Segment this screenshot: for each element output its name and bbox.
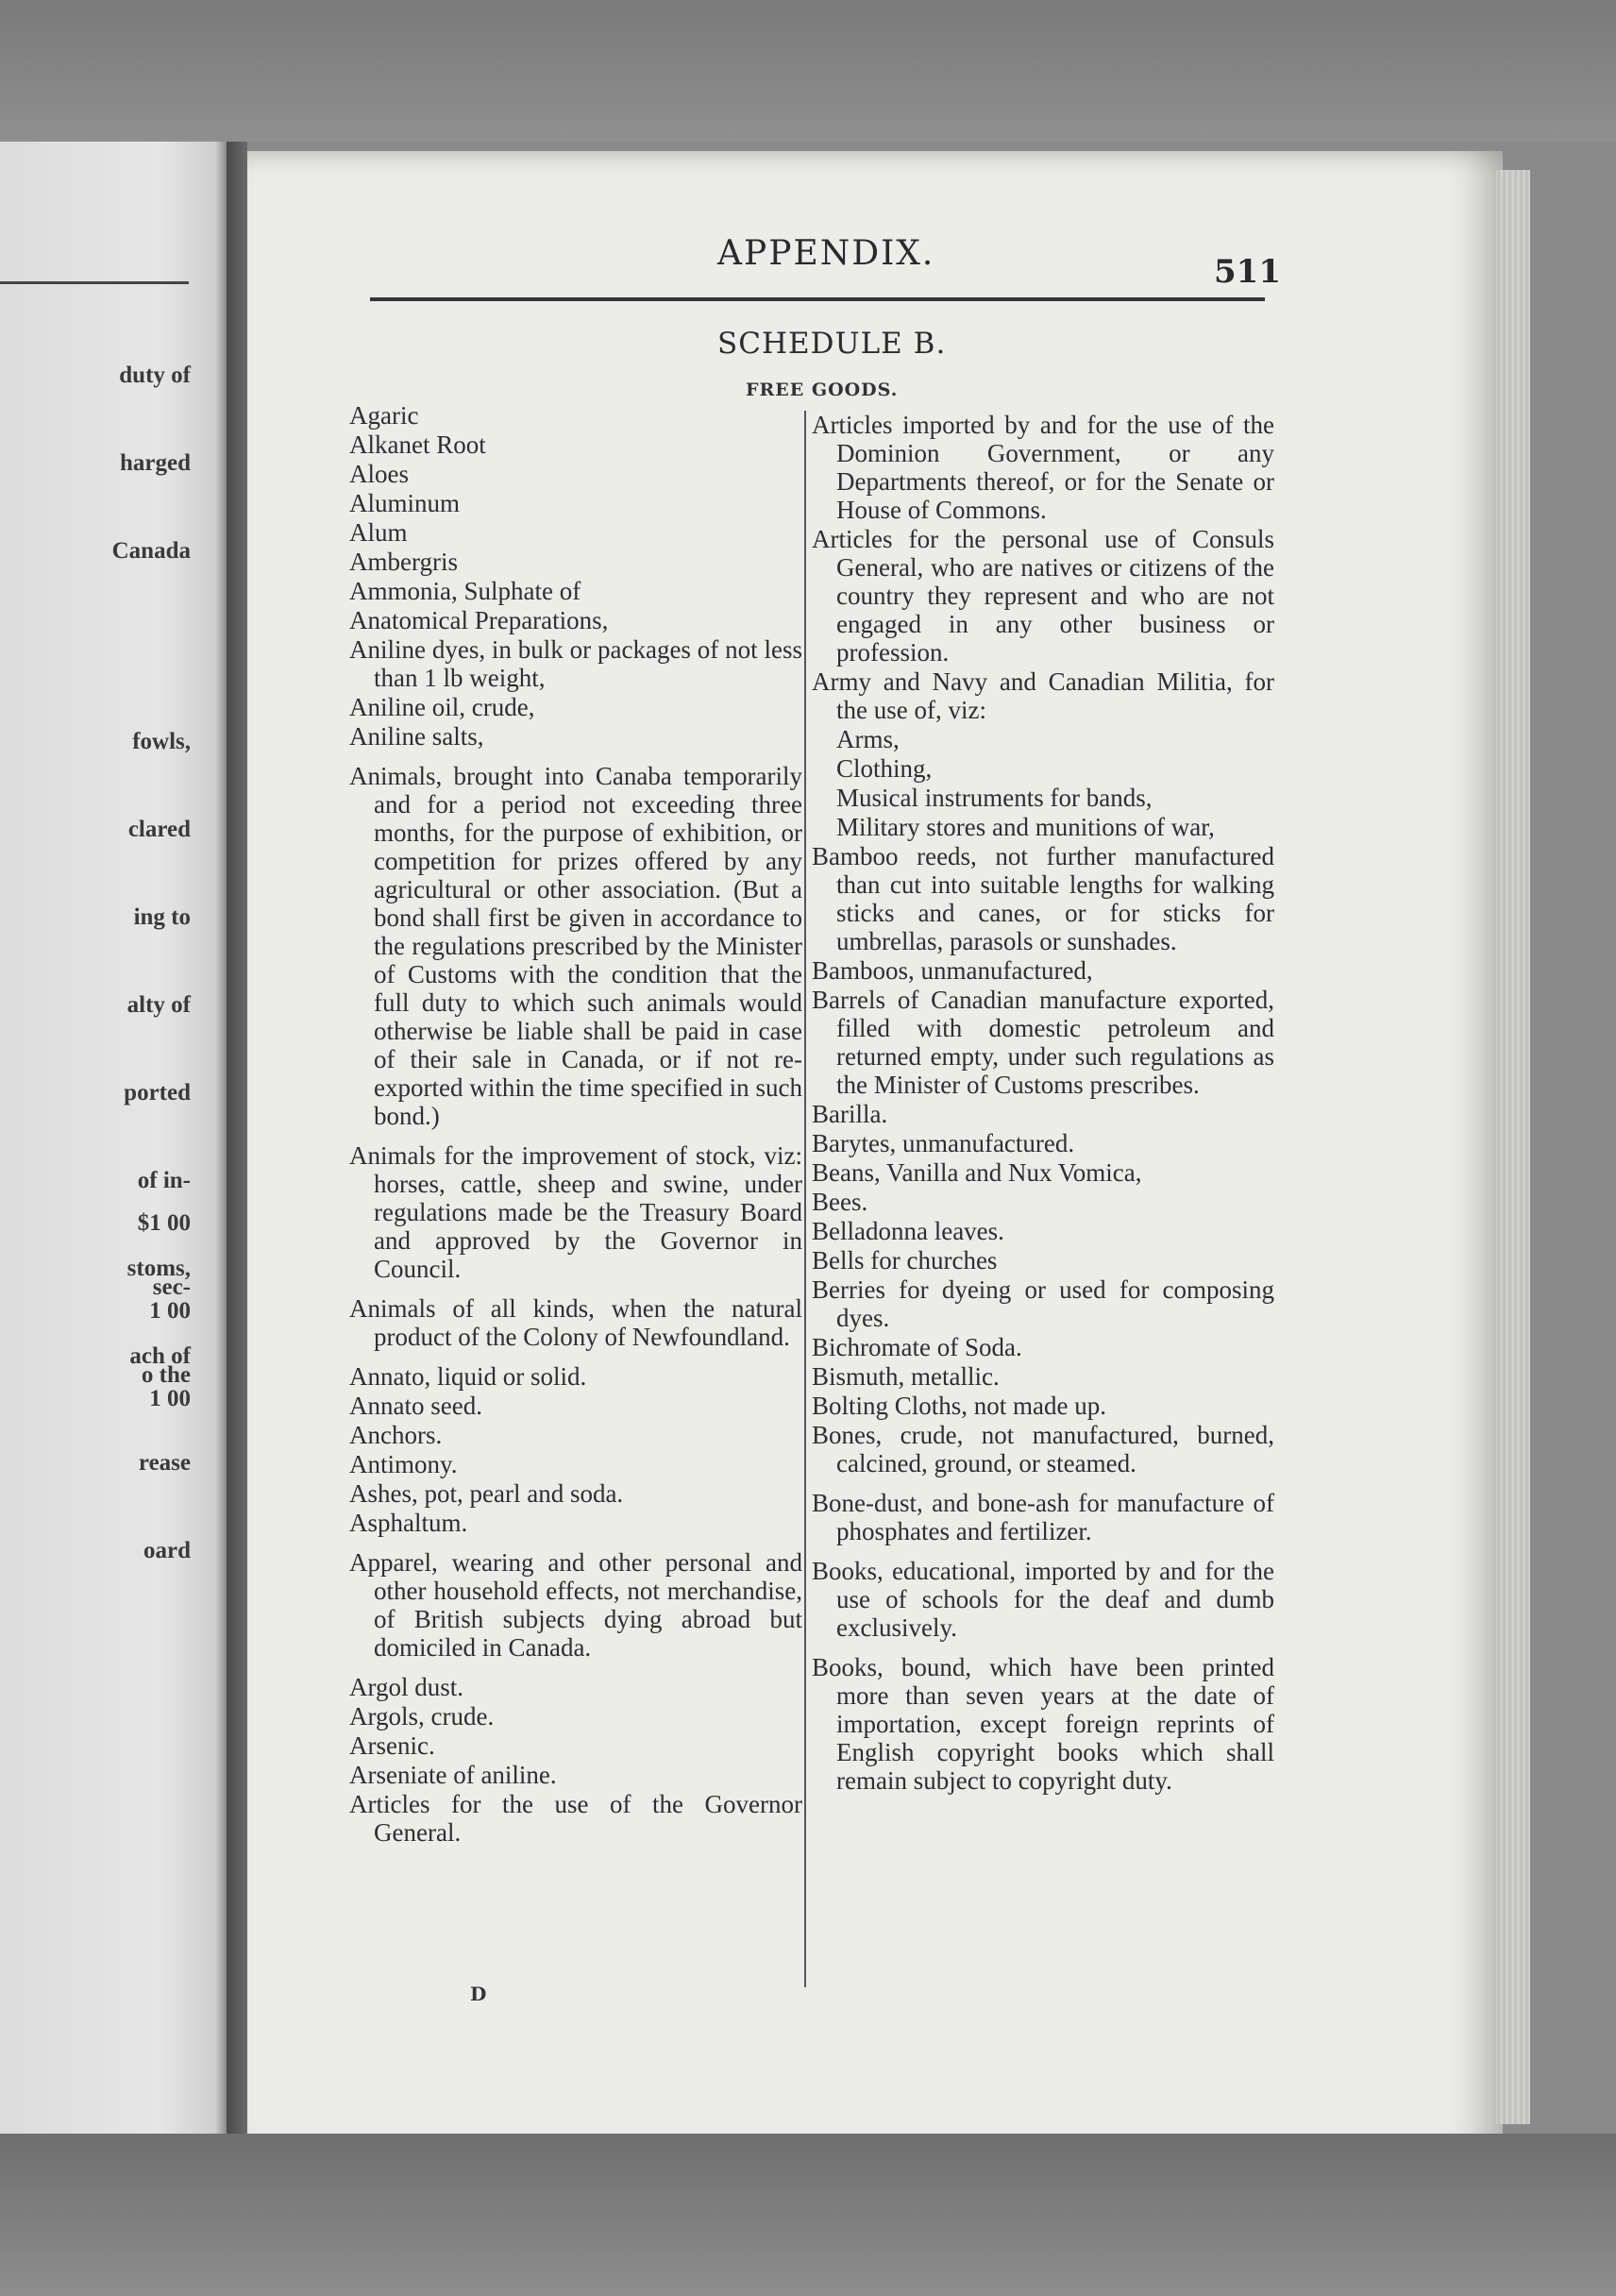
left-column bbox=[349, 401, 802, 1848]
left-fragment-low bbox=[139, 1214, 191, 1624]
schedule-entry: Animals, brought into Canaba temporarily and for a period not exceeding three months, for the purpose of exhibition, or competition for prizes offered by any agricultural or other association. (But a bond shall first be given in accordance to the regulations prescribed by the Minister of Customs with the condition that the full duty to which such animals would otherwise be liable shall be paid in case of their sale in Canada, or if not re-exported within the time specified in such bond.) bbox=[349, 762, 802, 1130]
schedule-entry: Books, educational, imported by and for the use of schools for the deaf and dumb exclusively. bbox=[812, 1557, 1274, 1642]
schedule-entry: Animals for the improvement of stock, viz: horses, cattle, sheep and swine, under regulations made be the Treasury Board and approved by the Governor in Council. bbox=[349, 1141, 802, 1283]
schedule-sub-entry: Arms, bbox=[836, 725, 900, 753]
left-page-fragment bbox=[0, 142, 227, 2134]
schedule-entry: Argols, crude. bbox=[349, 1702, 495, 1730]
left-fragment-line: oard bbox=[143, 1538, 191, 1563]
schedule-entry: Belladonna leaves. bbox=[812, 1217, 1004, 1245]
schedule-entry: Bamboo reeds, not further manufactured than cut into suitable lengths for walking sticks and canes, or for sticks for umbrellas, parasols or sunshades. bbox=[812, 842, 1274, 955]
schedule-entry: Arsenic. bbox=[349, 1731, 435, 1760]
section-title: FREE GOODS. bbox=[746, 380, 899, 400]
schedule-entry: Anatomical Preparations, bbox=[349, 606, 609, 634]
schedule-entry: Books, bound, which have been printed more than seven years at the date of importation, except foreign reprints of English copyright books which shall remain subject to copyright duty. bbox=[812, 1653, 1274, 1795]
schedule-entry: Alkanet Root bbox=[349, 430, 486, 459]
schedule-entry: Aniline salts, bbox=[349, 722, 484, 751]
schedule-entry: Anchors. bbox=[349, 1421, 443, 1449]
left-fragment-line: ach of bbox=[129, 1343, 191, 1369]
schedule-entry: Articles for the personal use of Consuls General, who are natives or citizens of the country they represent and who are not engaged in any other business or profession. bbox=[812, 525, 1274, 667]
left-fragment-line: of in- bbox=[137, 1168, 191, 1193]
schedule-entry: Aloes bbox=[349, 460, 409, 488]
schedule-entry: Articles for the use of the Governor General. bbox=[349, 1790, 802, 1847]
schedule-entry: Aluminum bbox=[349, 489, 461, 517]
schedule-entry: Ashes, pot, pearl and soda. bbox=[349, 1479, 624, 1508]
schedule-entry: Ambergris bbox=[349, 548, 458, 576]
left-fragment-line: fowls, bbox=[132, 729, 191, 754]
left-fragment-line: clared bbox=[127, 817, 191, 842]
left-fragment-line: $1 00 bbox=[137, 1210, 191, 1236]
left-fragment-line: rease bbox=[138, 1450, 191, 1476]
right-column bbox=[804, 411, 1274, 1987]
scan-backdrop-bottom bbox=[0, 2134, 1616, 2296]
left-fragment-line: stoms, bbox=[126, 1256, 191, 1281]
schedule-entry: Apparel, wearing and other personal and other household effects, not merchandise, of British subjects dying abroad but domiciled in Canada. bbox=[349, 1548, 802, 1662]
schedule-entry: Bells for churches bbox=[812, 1246, 998, 1275]
left-fragment-line: 1 00 bbox=[149, 1298, 191, 1324]
schedule-entry: Agaric bbox=[349, 401, 419, 430]
schedule-entry: Argol dust. bbox=[349, 1673, 464, 1701]
schedule-entry: Aniline oil, crude, bbox=[349, 693, 535, 721]
schedule-sub-entry: Musical instruments for bands, bbox=[836, 784, 1153, 812]
schedule-entry: Bolting Cloths, not made up. bbox=[812, 1392, 1107, 1420]
page-number: 511 bbox=[1214, 253, 1281, 291]
schedule-entry: Arseniate of aniline. bbox=[349, 1761, 557, 1789]
left-fragment-line: Canada bbox=[111, 538, 191, 564]
schedule-entry: Bees. bbox=[812, 1188, 868, 1216]
left-fragment-line: o the bbox=[141, 1362, 191, 1388]
schedule-sub-entry: Military stores and munitions of war, bbox=[836, 813, 1215, 841]
schedule-entry: Beans, Vanilla and Nux Vomica, bbox=[812, 1158, 1142, 1187]
left-fragment-line: 1 00 bbox=[149, 1386, 191, 1411]
book-gutter bbox=[227, 142, 247, 2134]
schedule-entry: Barrels of Canadian manufacture exported, filled with domestic petroleum and returned empty, under such regulations as the Minister of Customs prescribes. bbox=[812, 986, 1274, 1099]
page-edge bbox=[1496, 170, 1530, 2124]
schedule-entry: Alum bbox=[349, 518, 408, 547]
running-header-title: APPENDIX. bbox=[717, 234, 935, 273]
schedule-entry: Barilla. bbox=[812, 1100, 888, 1128]
left-fragment-line: duty of bbox=[119, 363, 191, 388]
schedule-entry: Army and Navy and Canadian Militia, for the use of, viz: bbox=[812, 667, 1274, 724]
schedule-entry: Bamboos, unmanufactured, bbox=[812, 956, 1093, 985]
left-fragment-line: ing to bbox=[133, 904, 191, 930]
schedule-entry: Ammonia, Sulphate of bbox=[349, 577, 581, 605]
schedule-entry: Bichromate of Soda. bbox=[812, 1333, 1022, 1361]
left-fragment-line: sec- bbox=[152, 1275, 191, 1300]
left-page-rule bbox=[0, 281, 189, 284]
schedule-entry: Bones, crude, not manufactured, burned, calcined, ground, or steamed. bbox=[812, 1421, 1274, 1477]
schedule-entry: Annato seed. bbox=[349, 1392, 482, 1420]
schedule-title: SCHEDULE B. bbox=[717, 327, 947, 361]
header-rule bbox=[370, 297, 1265, 301]
schedule-entry: Antimony. bbox=[349, 1450, 458, 1478]
left-fragment-line: alty of bbox=[126, 992, 191, 1018]
schedule-entry: Aniline dyes, in bulk or packages of not less than 1 lb weight, bbox=[349, 635, 802, 692]
schedule-entry: Animals of all kinds, when the natural product of the Colony of Newfoundland. bbox=[349, 1294, 802, 1351]
schedule-entry: Articles imported by and for the use of the Dominion Government, or any Departments thereof, or for the Senate or House of Commons. bbox=[812, 411, 1274, 524]
schedule-entry: Bone-dust, and bone-ash for manufacture of phosphates and fertilizer. bbox=[812, 1489, 1274, 1545]
schedule-entry: Barytes, unmanufactured. bbox=[812, 1129, 1075, 1157]
schedule-sub-entry: Clothing, bbox=[836, 754, 933, 783]
schedule-entry: Asphaltum. bbox=[349, 1509, 468, 1537]
schedule-entry: Berries for dyeing or used for composing dyes. bbox=[812, 1275, 1274, 1332]
schedule-entry: Bismuth, metallic. bbox=[812, 1362, 1000, 1391]
schedule-entry: Annato, liquid or solid. bbox=[349, 1362, 587, 1391]
left-fragment-line: harged bbox=[120, 450, 191, 476]
left-fragment-top bbox=[112, 302, 191, 624]
left-fragment-line: ported bbox=[124, 1080, 191, 1106]
signature-mark: D bbox=[470, 1983, 487, 2005]
scan-backdrop-top bbox=[0, 0, 1616, 142]
